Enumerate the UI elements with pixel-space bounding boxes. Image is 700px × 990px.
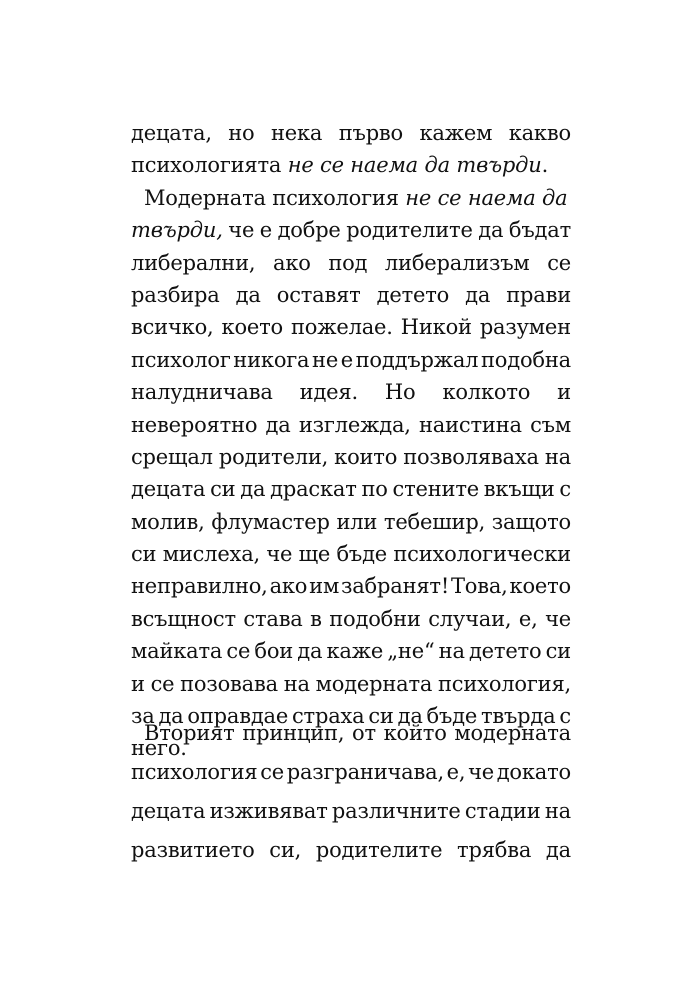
word: си xyxy=(545,639,571,664)
paragraph-block-1 xyxy=(131,117,571,765)
word: добре xyxy=(277,218,341,243)
word: забранят! xyxy=(340,574,450,599)
word: стените xyxy=(392,477,479,502)
word: Но xyxy=(384,380,416,405)
word: бъдат xyxy=(508,218,571,243)
word: си xyxy=(210,477,236,502)
word: невероятно xyxy=(131,412,258,437)
text-line xyxy=(131,149,571,181)
text-run: . xyxy=(541,153,549,178)
word: че xyxy=(266,542,293,567)
word: Вторият xyxy=(144,721,235,745)
word: изглежда, xyxy=(298,412,411,437)
word: всичко, xyxy=(131,315,214,340)
word: става xyxy=(243,606,303,631)
text-line xyxy=(131,311,571,343)
word: психологически xyxy=(393,542,571,567)
word: или xyxy=(336,509,378,534)
word: родители, xyxy=(218,444,329,469)
word: нека xyxy=(270,121,323,145)
word: с xyxy=(559,704,571,729)
word: неправилно, xyxy=(131,574,268,599)
text-run: него. xyxy=(131,736,187,761)
text-line xyxy=(131,792,571,831)
text-line xyxy=(131,635,571,667)
word: да xyxy=(545,838,571,862)
word: молив, xyxy=(131,509,205,534)
word: ще xyxy=(298,542,331,567)
word: подобни xyxy=(329,606,421,631)
text-line xyxy=(131,753,571,792)
word: Никой xyxy=(400,315,472,340)
word: по xyxy=(361,477,388,502)
word: наистина xyxy=(419,412,522,437)
word: на xyxy=(283,671,310,696)
word: се xyxy=(226,639,251,664)
word: си xyxy=(131,542,157,567)
text-line xyxy=(131,714,571,753)
word: модерната xyxy=(315,671,433,696)
word: от xyxy=(352,721,376,745)
word: разбира xyxy=(131,282,220,307)
word: тебешир, xyxy=(383,509,486,534)
word: ако xyxy=(269,574,308,599)
word: да xyxy=(397,704,423,729)
word: трябва xyxy=(457,838,532,862)
text-run: психологията xyxy=(131,153,288,178)
word: се xyxy=(547,250,571,275)
word: защото xyxy=(491,509,571,534)
word: първо xyxy=(338,121,404,145)
word: вкъщи xyxy=(483,477,555,502)
word: на xyxy=(438,639,465,664)
word: е, xyxy=(446,760,466,784)
word: се xyxy=(150,671,175,696)
word: срещал xyxy=(131,444,213,469)
word: родителите xyxy=(315,838,443,862)
word: съм xyxy=(530,412,571,437)
text-line xyxy=(131,506,571,538)
word: в xyxy=(310,606,322,631)
word: за xyxy=(131,704,155,729)
word: какво xyxy=(508,121,571,145)
word: но xyxy=(228,121,255,145)
word: либерализъм xyxy=(384,250,530,275)
word: майката xyxy=(131,639,223,664)
word: позовава xyxy=(180,671,278,696)
word: което xyxy=(509,574,571,599)
word: е, xyxy=(518,606,538,631)
text-line xyxy=(131,668,571,700)
word: позволяваха xyxy=(403,444,539,469)
word: който xyxy=(383,721,447,745)
word: прави xyxy=(506,282,571,307)
text-line xyxy=(131,473,571,505)
text-line xyxy=(131,117,571,149)
word: Това, xyxy=(450,574,508,599)
text-line xyxy=(131,247,571,279)
word: флумастер xyxy=(211,509,330,534)
word: че xyxy=(468,760,494,784)
text-line xyxy=(131,570,571,602)
word: да xyxy=(478,218,504,243)
word: психология, xyxy=(438,671,571,696)
word: бъде xyxy=(336,542,388,567)
word: родителите xyxy=(346,218,473,243)
word: мислеха, xyxy=(162,542,260,567)
text-run: Модерната психология xyxy=(144,185,406,210)
word: да xyxy=(465,282,491,307)
word: колкото xyxy=(442,380,531,405)
word: оставят xyxy=(276,282,361,307)
word: да xyxy=(240,477,266,502)
word: поддържал xyxy=(355,347,479,372)
word: което xyxy=(221,315,283,340)
word: е xyxy=(259,218,272,243)
text-line xyxy=(131,376,571,408)
word: да xyxy=(235,282,261,307)
word: кажем xyxy=(419,121,493,145)
word: под xyxy=(328,250,368,275)
word: ако xyxy=(273,250,311,275)
word: на xyxy=(544,444,571,469)
word: децата, xyxy=(131,121,212,145)
word: разумен xyxy=(479,315,571,340)
word: всъщност xyxy=(131,606,236,631)
word: на xyxy=(544,799,571,823)
word: различните xyxy=(331,799,461,823)
word: е xyxy=(340,347,353,372)
word: с xyxy=(559,477,571,502)
word: пожелае. xyxy=(290,315,393,340)
word: стадии xyxy=(464,799,541,823)
word: и xyxy=(131,671,145,696)
word: принцип, xyxy=(242,721,345,745)
word: никога xyxy=(233,347,310,372)
word: им xyxy=(309,574,340,599)
word: модерната xyxy=(454,721,571,745)
italic-run: не се наема да твърди xyxy=(287,153,542,178)
word: идея. xyxy=(299,380,358,405)
word: не xyxy=(312,347,339,372)
word: бъде xyxy=(426,704,478,729)
text-line xyxy=(131,182,571,214)
word: разграничава, xyxy=(286,760,444,784)
word: твърди, xyxy=(131,218,223,243)
word: бои xyxy=(254,639,294,664)
paragraph-block-2 xyxy=(131,714,571,870)
word: си xyxy=(368,704,394,729)
text-line xyxy=(131,214,571,246)
word: детето xyxy=(376,282,450,307)
word: се xyxy=(260,760,284,784)
text-line xyxy=(131,409,571,441)
word: оправдае xyxy=(187,704,289,729)
word: си, xyxy=(269,838,302,862)
word: че xyxy=(228,218,255,243)
italic-run: не се наема да xyxy=(405,185,568,210)
word: каже xyxy=(326,639,384,664)
word: и xyxy=(557,380,571,405)
word: децата xyxy=(131,799,206,823)
word: твърда xyxy=(480,704,556,729)
text-line xyxy=(131,603,571,635)
word: изживяват xyxy=(209,799,328,823)
word: подобна xyxy=(480,347,571,372)
word: „не“ xyxy=(387,639,435,664)
word: драскат xyxy=(270,477,357,502)
text-line xyxy=(131,538,571,570)
word: страха xyxy=(291,704,365,729)
word: докато xyxy=(496,760,571,784)
word: че xyxy=(545,606,571,631)
word: да xyxy=(158,704,184,729)
word: да xyxy=(297,639,323,664)
word: да xyxy=(265,412,291,437)
word: налудничава xyxy=(131,380,273,405)
word: случаи, xyxy=(428,606,512,631)
text-line xyxy=(131,279,571,311)
text-line xyxy=(131,441,571,473)
word: децата xyxy=(131,477,206,502)
word: които xyxy=(334,444,398,469)
text-line xyxy=(131,344,571,376)
word: психолог xyxy=(131,347,231,372)
word: детето xyxy=(468,639,542,664)
word: либерални, xyxy=(131,250,256,275)
word: развитието xyxy=(131,838,255,862)
word: психология xyxy=(131,760,258,784)
text-line xyxy=(131,831,571,870)
